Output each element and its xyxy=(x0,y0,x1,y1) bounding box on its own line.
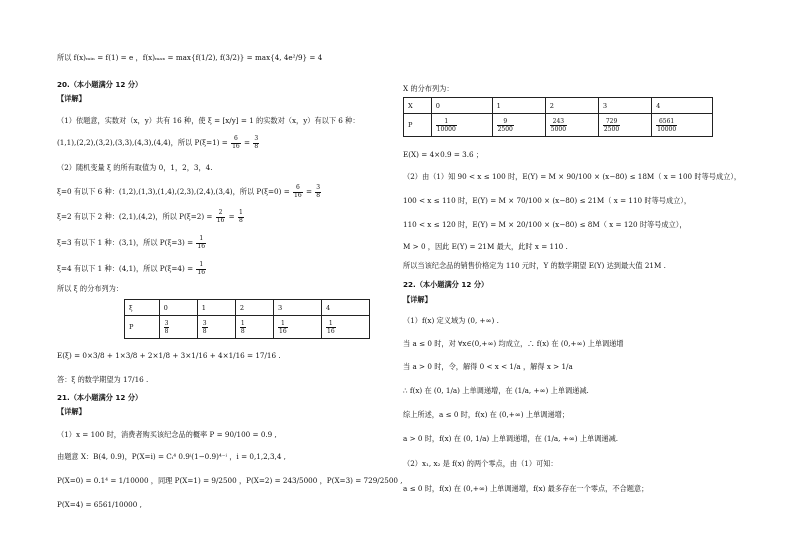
text-line: ∴ f(x) 在 (0, 1/a) 上单调递增，在 (1/a, +∞) 上单调递减. xyxy=(403,386,589,395)
fraction: $\frac{1}{8}$ xyxy=(238,209,243,224)
fraction: $\frac{1}{16}$ xyxy=(197,261,206,276)
text-line: E(ξ) = 0×3/8 + 1×3/8 + 2×1/8 + 3×1/16 + 4×1/16 = 17/16 . xyxy=(57,351,281,360)
table-cell: $\frac{1}{16}$ xyxy=(322,316,370,339)
text-line: ξ=2 有以下 2 种：(2,1),(4,2)，所以 P(ξ=2) = $\frac{2}{16}$ = $\frac{1}{8}$ xyxy=(57,209,243,224)
table-cell: $\frac{6561}{10000}$ xyxy=(652,114,713,137)
table-cell: X xyxy=(404,98,432,114)
table-cell: $\frac{1}{10000}$ xyxy=(431,114,492,137)
text-line: 110 < x ≤ 120 时，E(Y) = M × 20/100 × (x−80) ≤ 8M（ x = 120 时等号成立）， xyxy=(403,220,687,229)
table-cell: 2 xyxy=(235,300,273,316)
table-cell: 3 xyxy=(598,98,651,114)
text-line: a ≤ 0 时，f(x) 在 (0,+∞) 上单调递增，f(x) 最多存在一个零点，不合题意； xyxy=(403,484,649,493)
table-cell: $\frac{9}{2500}$ xyxy=(492,114,545,137)
table-cell: $\frac{3}{8}$ xyxy=(159,316,197,339)
question-22-heading: 22.（本小题满分 12 分） xyxy=(403,280,489,289)
fraction: $\frac{2}{16}$ xyxy=(216,209,225,224)
table-cell: 3 xyxy=(274,300,322,316)
table-cell: ξ xyxy=(125,300,160,316)
detail-label: 【详解】 xyxy=(57,407,86,416)
table-cell: $\frac{1}{16}$ xyxy=(274,316,322,339)
table-row xyxy=(404,98,713,114)
text-line: (1,1),(2,2),(3,2),(3,3),(4,3),(4,4)，所以 P(ξ=1) = $\frac{6}{16}$ = $\frac{3}{8}$ xyxy=(57,135,259,150)
table-row xyxy=(125,300,370,316)
fraction: $\frac{6}{16}$ xyxy=(294,184,302,199)
text-line: 所以 ξ 的分布列为： xyxy=(57,284,124,293)
text-line: ξ=3 有以下 1 种：(3,1)，所以 P(ξ=3) = $\frac{1}{16}$ xyxy=(57,235,206,250)
text-line: E(X) = 4×0.9 = 3.6 ； xyxy=(403,150,484,159)
fraction: $\frac{6}{16}$ xyxy=(232,135,240,150)
table-cell: $\frac{729}{2500}$ xyxy=(598,114,651,137)
table-cell: $\frac{3}{8}$ xyxy=(197,316,235,339)
fraction: $\frac{3}{8}$ xyxy=(254,135,259,150)
table-cell: P xyxy=(125,316,160,339)
text-line: a > 0 时，f(x) 在 (0, 1/a) 上单调递增，在 (1/a, +∞) 上单调递减. xyxy=(403,434,619,443)
table-cell: 4 xyxy=(652,98,713,114)
table-row xyxy=(125,316,370,339)
table-cell: 0 xyxy=(431,98,492,114)
question-21-heading: 21.（本小题满分 12 分） xyxy=(57,393,143,402)
question-20-heading: 20.（本小题满分 12 分） xyxy=(57,80,143,89)
detail-label: 【详解】 xyxy=(403,295,432,304)
detail-label: 【详解】 xyxy=(57,94,86,103)
text-part: (1,1),(2,2),(3,2),(3,3),(4,3),(4,4)，所以 P(ξ=1) = xyxy=(57,138,228,147)
text-line: ξ=4 有以下 1 种：(4,1)，所以 P(ξ=4) = $\frac{1}{16}$ xyxy=(57,261,206,276)
text-line: 所以当该纪念品的销售价格定为 110 元时，Y 的数学期望 E(Y) 达到最大值 21M . xyxy=(403,261,666,270)
text-line: （1）x = 100 时，消费者购买该纪念品的概率 P = 90/100 = 0.9 , xyxy=(57,430,277,439)
table-cell: 1 xyxy=(492,98,545,114)
fraction: $\frac{1}{16}$ xyxy=(197,235,206,250)
text-line: X 的分布列为： xyxy=(403,84,454,93)
text-line: 当 a ≤ 0 时，对 ∀x∈(0,+∞) 均成立，∴ f(x) 在 (0,+∞) 上单调递增 xyxy=(403,339,624,348)
table-cell: 4 xyxy=(322,300,370,316)
text-line: 所以 f(x)ₘᵢₙ = f(1) = e ，f(x)ₘₐₓ = max{f(1/2), f(3/2)} = max{4, 4e²/9} = 4 xyxy=(57,53,323,62)
table-cell: 1 xyxy=(197,300,235,316)
table-cell: 0 xyxy=(159,300,197,316)
text-line: ξ=0 有以下 6 种：(1,2),(1,3),(1,4),(2,3),(2,4),(3,4)，所以 P(ξ=0) = $\frac{6}{16}$ = $\frac{3}{8}$ xyxy=(57,184,321,199)
x-distribution-table xyxy=(403,97,713,137)
text-line: P(X=0) = 0.1⁴ = 1/10000 ，同理 P(X=1) = 9/2500 ，P(X=2) = 243/5000 ，P(X=3) = 729/2500 , xyxy=(57,476,403,485)
text-line: 100 < x ≤ 110 时，E(Y) = M × 70/100 × (x−80) ≤ 21M（ x = 110 时等号成立）， xyxy=(403,196,692,205)
table-cell: P xyxy=(404,114,432,137)
text-line: M > 0 ，因此 E(Y) = 21M 最大，此时 x = 110 . xyxy=(403,242,568,251)
text-line: （2）随机变量 ξ 的所有取值为 0，1，2，3，4. xyxy=(57,163,213,172)
text-line: （2）由（1）知 90 < x ≤ 100 时，E(Y) = M × 90/100 × (x−80) ≤ 18M（ x = 100 时等号成立）， xyxy=(403,172,742,181)
table-cell: 2 xyxy=(545,98,598,114)
text-line: （1）f(x) 定义域为 (0, +∞) . xyxy=(403,316,499,325)
text-line: P(X=4) = 6561/10000 , xyxy=(57,500,142,509)
text-line: 当 a > 0 时，令，解得 0 < x < 1/a ，解得 x > 1/a xyxy=(403,362,573,371)
xi-distribution-table xyxy=(124,299,370,339)
text-line: 由题意 X：B(4, 0.9)，P(X=i) = Cᵢ⁴ 0.9ⁱ(1−0.9)⁴⁻ⁱ ，i = 0,1,2,3,4 , xyxy=(57,452,286,461)
text-line: （2）x₁, x₂ 是 f(x) 的两个零点，由（1）可知： xyxy=(403,459,558,468)
text-line: 答：ξ 的数学期望为 17/16 . xyxy=(57,375,149,384)
table-cell: $\frac{1}{8}$ xyxy=(235,316,273,339)
text-line: 综上所述，a ≤ 0 时，f(x) 在 (0,+∞) 上单调递增； xyxy=(403,410,570,419)
text-line: （1）依题意，实数对（x，y）共有 16 种，使 ξ = [x/y] = 1 的实数对（x，y）有以下 6 种： xyxy=(57,116,360,125)
table-cell: $\frac{243}{5000}$ xyxy=(545,114,598,137)
table-row xyxy=(404,114,713,137)
fraction: $\frac{3}{8}$ xyxy=(316,184,321,199)
